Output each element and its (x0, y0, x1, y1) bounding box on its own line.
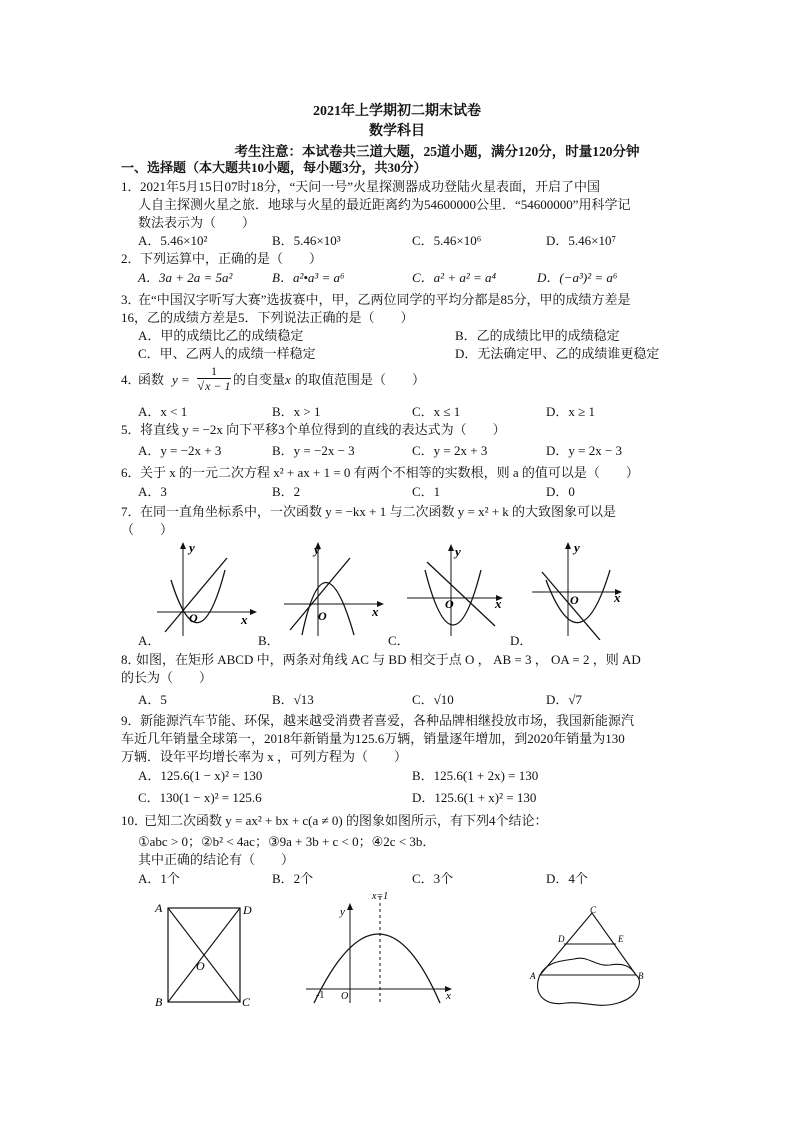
option-c[interactable]: C． (388, 633, 410, 648)
option-c[interactable]: C．a² + a² = a⁴ (412, 270, 497, 285)
option-b[interactable]: B．√13 (272, 692, 314, 707)
center-o: O (196, 959, 205, 973)
question-text: 的自变量 (233, 372, 286, 387)
option-c[interactable]: C．y = 2x + 3 (412, 443, 488, 458)
option-c[interactable]: C．3个 (412, 871, 454, 886)
option-c[interactable]: C．130(1 − x)² = 125.6 (138, 790, 262, 805)
question-text: 将直线 y = −2x 向下平移3个单位得到的直线的表达式为（ ） (140, 422, 506, 437)
tick-minus-one: -1 (316, 990, 325, 1001)
fraction (197, 364, 231, 393)
option-d[interactable]: D．x ≥ 1 (546, 404, 596, 419)
option-d[interactable]: D．0 (546, 484, 575, 499)
option-d[interactable]: D．5.46×10⁷ (546, 233, 617, 248)
x-axis-label: x (614, 590, 621, 605)
section-heading: 一、选择题（本大题共10小题，每小题3分，共30分） (121, 160, 427, 175)
question-text: 万辆．设年平均增长率为 x ，可列方程为（ ） (121, 749, 408, 764)
question-number: 3． (121, 292, 141, 307)
question-number: 1． (121, 179, 141, 194)
option-b[interactable]: B．125.6(1 + 2x) = 130 (412, 768, 539, 783)
figure-rectangle-abcd (150, 898, 260, 1010)
graph-option-a[interactable] (155, 540, 260, 640)
question-text: 数法表示为（ ） (138, 215, 256, 230)
fraction-numerator: 1 (197, 364, 231, 379)
question-text: 在同一直角坐标系中，一次函数 y = −kx + 1 与二次函数 y = x² + k 的大致图象可以是 (140, 504, 617, 519)
option-b[interactable]: B．a²•a³ = a⁶ (272, 270, 345, 285)
variable: x (285, 372, 291, 387)
question-text: 的取值范围是（ ） (295, 372, 426, 387)
sqrt-symbol: √ (197, 379, 205, 393)
option-b[interactable]: B．y = −2x − 3 (272, 443, 355, 458)
origin-label: O (341, 991, 349, 1002)
option-d[interactable]: D．4个 (546, 871, 588, 886)
exam-title: 2021年上学期初二期末试卷 (313, 104, 481, 119)
graph-option-d[interactable] (530, 540, 635, 640)
option-b[interactable]: B．5.46×10³ (272, 233, 341, 248)
y-axis-label: y (314, 542, 320, 557)
vertex-c: C (590, 905, 597, 915)
option-c[interactable]: C．5.46×10⁶ (412, 233, 482, 248)
x-axis-label: x (372, 604, 379, 619)
option-d[interactable]: D． (510, 633, 533, 648)
question-number: 2． (121, 251, 141, 266)
origin-label: O (570, 593, 579, 607)
option-a[interactable]: A．125.6(1 − x)² = 130 (138, 768, 263, 783)
option-d[interactable]: D．125.6(1 + x)² = 130 (412, 790, 537, 805)
axis-of-symmetry-label: x=1 (372, 891, 389, 902)
option-d[interactable]: D．(−a³)² = a⁶ (537, 270, 618, 285)
vertex-c: C (242, 995, 251, 1009)
question-number: 10． (121, 813, 148, 828)
question-text: 函数 (138, 372, 165, 387)
question-number: 4． (121, 372, 141, 387)
option-a[interactable]: A．y = −2x + 3 (138, 443, 222, 458)
origin-label: O (445, 597, 454, 611)
vertex-a: A (530, 971, 536, 981)
fraction-denominator (197, 379, 231, 393)
option-c[interactable]: C．甲、乙两人的成绩一样稳定 (138, 346, 316, 361)
option-a[interactable]: A．甲的成绩比乙的成绩稳定 (138, 328, 304, 343)
exam-notice: 考生注意：本试卷共三道大题，25道小题，满分120分，时量120分钟 (234, 144, 640, 159)
option-a[interactable]: A．3 (138, 484, 167, 499)
option-c[interactable]: C．1 (412, 484, 441, 499)
vertex-d: D (243, 903, 252, 917)
question-text: 下列运算中，正确的是（ ） (140, 251, 323, 266)
figure-parabola (300, 885, 460, 1005)
exam-subject: 数学科目 (369, 124, 425, 139)
option-a[interactable]: A． (138, 633, 161, 648)
question-number: 9． (121, 713, 141, 728)
question-text: 如图，在矩形 ABCD 中，两条对角线 AC 与 BD 相交于点 O ， AB = 3 ， OA = 2 ，则 AD (136, 652, 641, 667)
option-b[interactable]: B．2 (272, 484, 301, 499)
question-text: 其中正确的结论有（ ） (138, 852, 295, 867)
option-a[interactable]: A．3a + 2a = 5a² (138, 270, 233, 285)
question-text: 新能源汽车节能、环保，越来越受消费者喜爱，各种品牌相继投放市场，我国新能源汽 (140, 713, 635, 728)
option-b[interactable]: B．乙的成绩比甲的成绩稳定 (455, 328, 620, 343)
option-b[interactable]: B．2个 (272, 871, 314, 886)
graph-option-c[interactable] (405, 540, 510, 640)
x-axis-label: x (446, 990, 451, 1002)
radicand: x − 1 (205, 379, 231, 393)
y-axis-label: y (340, 906, 345, 918)
option-a[interactable]: A．1个 (138, 871, 180, 886)
question-text: （ ） (121, 522, 174, 537)
function-lhs: y = (172, 372, 190, 387)
vertex-a: A (155, 901, 163, 915)
option-a[interactable]: A．x < 1 (138, 404, 188, 419)
x-axis-label: x (495, 596, 502, 611)
question-text: 的长为（ ） (121, 670, 213, 685)
point-d: D (558, 934, 565, 944)
graph-option-b[interactable] (282, 540, 387, 640)
y-axis-label: y (574, 540, 580, 555)
y-axis-label: y (189, 540, 195, 555)
question-number: 8． (121, 652, 141, 667)
y-axis-label: y (455, 544, 461, 559)
question-text: 2021年5月15日07时18分，“天问一号”火星探测器成功登陆火星表面，开启了中国 (140, 179, 601, 194)
question-text: ①abc > 0；②b² < 4ac；③9a + 3b + c < 0；④2c < 3b． (138, 834, 436, 849)
option-a[interactable]: A．5.46×10² (138, 233, 208, 248)
option-c[interactable]: C．x ≤ 1 (412, 404, 461, 419)
origin-label: O (189, 611, 198, 625)
question-number: 6． (121, 465, 141, 480)
question-text: 已知二次函数 y = ax² + bx + c(a ≠ 0) 的图象如图所示，有下列4个结论： (144, 813, 548, 828)
option-d[interactable]: D．√7 (546, 692, 583, 707)
question-text: 车近几年销量全球第一，2018年新销量为125.6万辆，销量逐年增加，到2020年销量为130 (121, 731, 625, 746)
figure-pond-triangle (518, 903, 648, 1013)
x-axis-label: x (241, 612, 248, 627)
option-b[interactable]: B． (258, 633, 280, 648)
question-text: 在“中国汉字听写大赛”选拔赛中，甲，乙两位同学的平均分都是85分，甲的成绩方差是 (138, 292, 631, 307)
option-d[interactable]: D．无法确定甲、乙的成绩谁更稳定 (455, 346, 660, 361)
question-text: 人自主探测火星之旅．地球与火星的最近距离约为54600000公里．“54600000”用科学记 (138, 197, 631, 212)
question-text: 16，乙的成绩方差是5．下列说法正确的是（ ） (121, 310, 414, 325)
option-b[interactable]: B．x > 1 (272, 404, 321, 419)
question-number: 7． (121, 504, 141, 519)
vertex-b: B (155, 995, 163, 1009)
point-e: E (618, 934, 624, 944)
option-c[interactable]: C．√10 (412, 692, 454, 707)
option-a[interactable]: A．5 (138, 692, 167, 707)
option-d[interactable]: D．y = 2x − 3 (546, 443, 623, 458)
question-text: 关于 x 的一元二次方程 x² + ax + 1 = 0 有两个不相等的实数根，则 a 的值可以是（ ） (140, 465, 639, 480)
question-number: 5． (121, 422, 141, 437)
vertex-b: B (638, 971, 644, 981)
origin-label: O (318, 609, 327, 623)
